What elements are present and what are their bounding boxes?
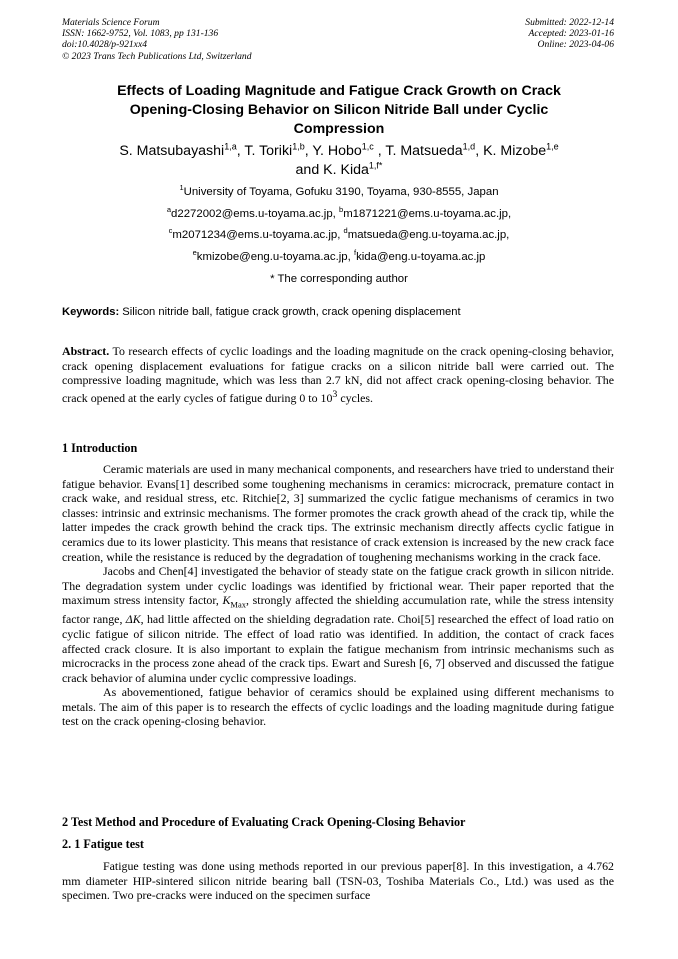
title-line-2: Opening-Closing Behavior on Silicon Nitride Ball under Cyclic <box>129 102 549 118</box>
journal-issn: ISSN: 1662-9752, Vol. 1083, pp 131-136 <box>62 28 219 40</box>
author-name: T. Matsueda <box>385 143 463 159</box>
abstract-text: To research effects of cyclic loadings and the loading magnitude on the crack opening-closing behavior, crack opening displacement evaluations for fatigue cracks on a silicon nitride ball were carried out. The compressive loading magnitude, which was less than 2.7 kN, did not affect crack opening-closing behavior. The crack opened at the early cycles of fatigue during 0 to 10 <box>62 344 614 405</box>
abstract-label: Abstract. <box>62 344 110 358</box>
author-line-2 <box>62 161 616 180</box>
intro-p2-text: , had little affected on the shielding degradation rate. Choi[5] researched the effect of load ratio on cyclic fatigue of silicon nitride. The effect of load ratio was identified. In addition, the contact of crack faces affected crack closure. It is also important to explain the fatigue mechanism from intrinsic mechanisms such as microcracks in the process zone ahead of the crack tips. Ewart and Suresh [6, 7] observed and discussed the fatigue crack behavior of alumina under cyclic compressive loadings. <box>62 612 614 685</box>
email-address: matsueda@eng.u-toyama.ac.jp, <box>347 229 510 242</box>
introduction-body <box>62 462 614 729</box>
email-address: d2272002@ems.u-toyama.ac.jp, <box>171 207 336 220</box>
title-line-1: Effects of Loading Magnitude and Fatigue Crack Growth on Crack <box>117 83 561 99</box>
journal-name: Materials Science Forum <box>62 17 160 28</box>
author-name: S. Matsubayashi <box>119 143 225 159</box>
title-line-3: Compression <box>293 121 385 137</box>
email-address: kida@eng.u-toyama.ac.jp <box>356 251 486 264</box>
math-k: K <box>222 593 231 608</box>
email-address: kmizobe@eng.u-toyama.ac.jp, <box>196 251 351 264</box>
intro-paragraph-3: As abovementioned, fatigue behavior of ceramics should be explained using different mechanisms to metals. The aim of this paper is to research the effects of cyclic loadings and the loading magnitude during fatigue test on the crack opening-closing behavior. <box>62 685 614 729</box>
subsection-heading-fatigue-test: 2. 1 Fatigue test <box>62 837 144 851</box>
email-sup: e <box>192 248 197 258</box>
copyright-line: © 2023 Trans Tech Publications Ltd, Switzerland <box>62 50 252 62</box>
corresponding-author-note: * The corresponding author <box>270 272 408 285</box>
affiliation-text: University of Toyama, Gofuku 3190, Toyama, 930-8555, Japan <box>183 186 499 198</box>
author-separator: , <box>475 143 484 159</box>
keywords-label: Keywords: <box>62 306 120 318</box>
author-and: and <box>295 162 324 178</box>
abstract-end: cycles. <box>337 390 374 405</box>
author-sup: 1,f* <box>368 160 383 171</box>
author-name: K. Kida <box>323 162 369 178</box>
affiliation-sup: 1 <box>179 183 184 193</box>
dates-header <box>525 17 614 51</box>
section-heading-test-method: 2 Test Method and Procedure of Evaluating Crack Opening-Closing Behavior <box>62 815 466 829</box>
author-separator: , <box>373 143 386 159</box>
intro-p2-text: , strongly affected the shielding accumulation rate, while the stress intensity factor range, <box>62 593 614 627</box>
affiliation-address <box>62 182 616 204</box>
affiliations <box>62 182 616 291</box>
author-sup: 1,a <box>224 141 237 152</box>
journal-doi: doi:10.4028/p-921xx4 <box>62 39 147 51</box>
math-delta-k: ΔK <box>125 612 141 627</box>
email-line-2 <box>62 225 616 247</box>
email-sup: f <box>353 248 357 258</box>
email-sup: b <box>339 204 344 214</box>
math-k-sub: Max <box>230 599 247 610</box>
author-sup: 1,d <box>462 141 476 152</box>
email-address: m1871221@ems.u-toyama.ac.jp, <box>343 207 512 220</box>
author-line-1 <box>62 142 616 161</box>
abstract <box>62 344 614 405</box>
email-sup: a <box>166 204 172 214</box>
author-list <box>62 142 616 180</box>
intro-paragraph-1: Ceramic materials are used in many mechanical components, and researchers have tried to understand their fatigue behavior. Evans[1] described some toughening mechanisms in ceramics: microcrack, premature contact in crack wake, and residual stress, etc. Ritchie[2, 3] summarized the cyclic fatigue mechanisms of ceramics in two classes: intrinsic and extrinsic mechanisms. The former promotes the crack growth ahead of the crack tip, while the latter impedes the crack growth behind the crack tips. The extrinsic mechanism directly affects cyclic fatigue in ceramics due to its lower plasticity. This means that resistance of crack extension is increased by the new crack face creation, while the resistance is reduced by the degradation of toughening mechanisms working in the crack face. <box>62 462 614 564</box>
intro-p2-text: Jacobs and Chen[4] investigated the behavior of steady state on the fatigue crack growth in silicon nitride. The degradation system under cyclic loadings was identified by frictional wear. Their paper reported that the maximum stress intensity factor, <box>62 564 614 608</box>
author-sup: 1,b <box>292 141 305 152</box>
author-name: K. Mizobe <box>483 143 547 159</box>
keywords-text: Silicon nitride ball, fatigue crack growth, crack opening displacement <box>119 306 461 318</box>
author-sup: 1,e <box>546 141 559 152</box>
math-kmax <box>222 593 247 610</box>
author-separator: , <box>236 143 245 159</box>
keywords <box>62 305 616 320</box>
author-name: Y. Hobo <box>312 143 362 159</box>
intro-paragraph-2 <box>62 564 614 685</box>
email-sup: d <box>343 226 348 236</box>
submitted-date: Submitted: 2022-12-14 <box>525 17 614 28</box>
email-line-3 <box>62 247 616 269</box>
paper-title <box>62 82 616 139</box>
abstract-exponent: 3 <box>332 388 338 400</box>
online-date: Online: 2023-04-06 <box>537 39 614 51</box>
author-separator: , <box>304 143 313 159</box>
email-line-1 <box>62 204 616 226</box>
section-heading-introduction: 1 Introduction <box>62 441 138 455</box>
author-name: T. Toriki <box>244 143 293 159</box>
fatigue-test-body <box>62 859 614 903</box>
email-sup: c <box>168 226 173 236</box>
author-sup: 1,c <box>361 141 374 152</box>
fatigue-paragraph-1: Fatigue testing was done using methods reported in our previous paper[8]. In this investigation, a 4.762 mm diameter HIP-sintered silicon nitride bearing ball (TSN-03, Toshiba Materials Co., Ltd.) was used as the specimen. Two pre-cracks were induced on the specimen surface <box>62 859 614 903</box>
journal-header <box>62 17 252 62</box>
accepted-date: Accepted: 2023-01-16 <box>528 28 614 40</box>
email-address: m2071234@ems.u-toyama.ac.jp, <box>172 229 341 242</box>
